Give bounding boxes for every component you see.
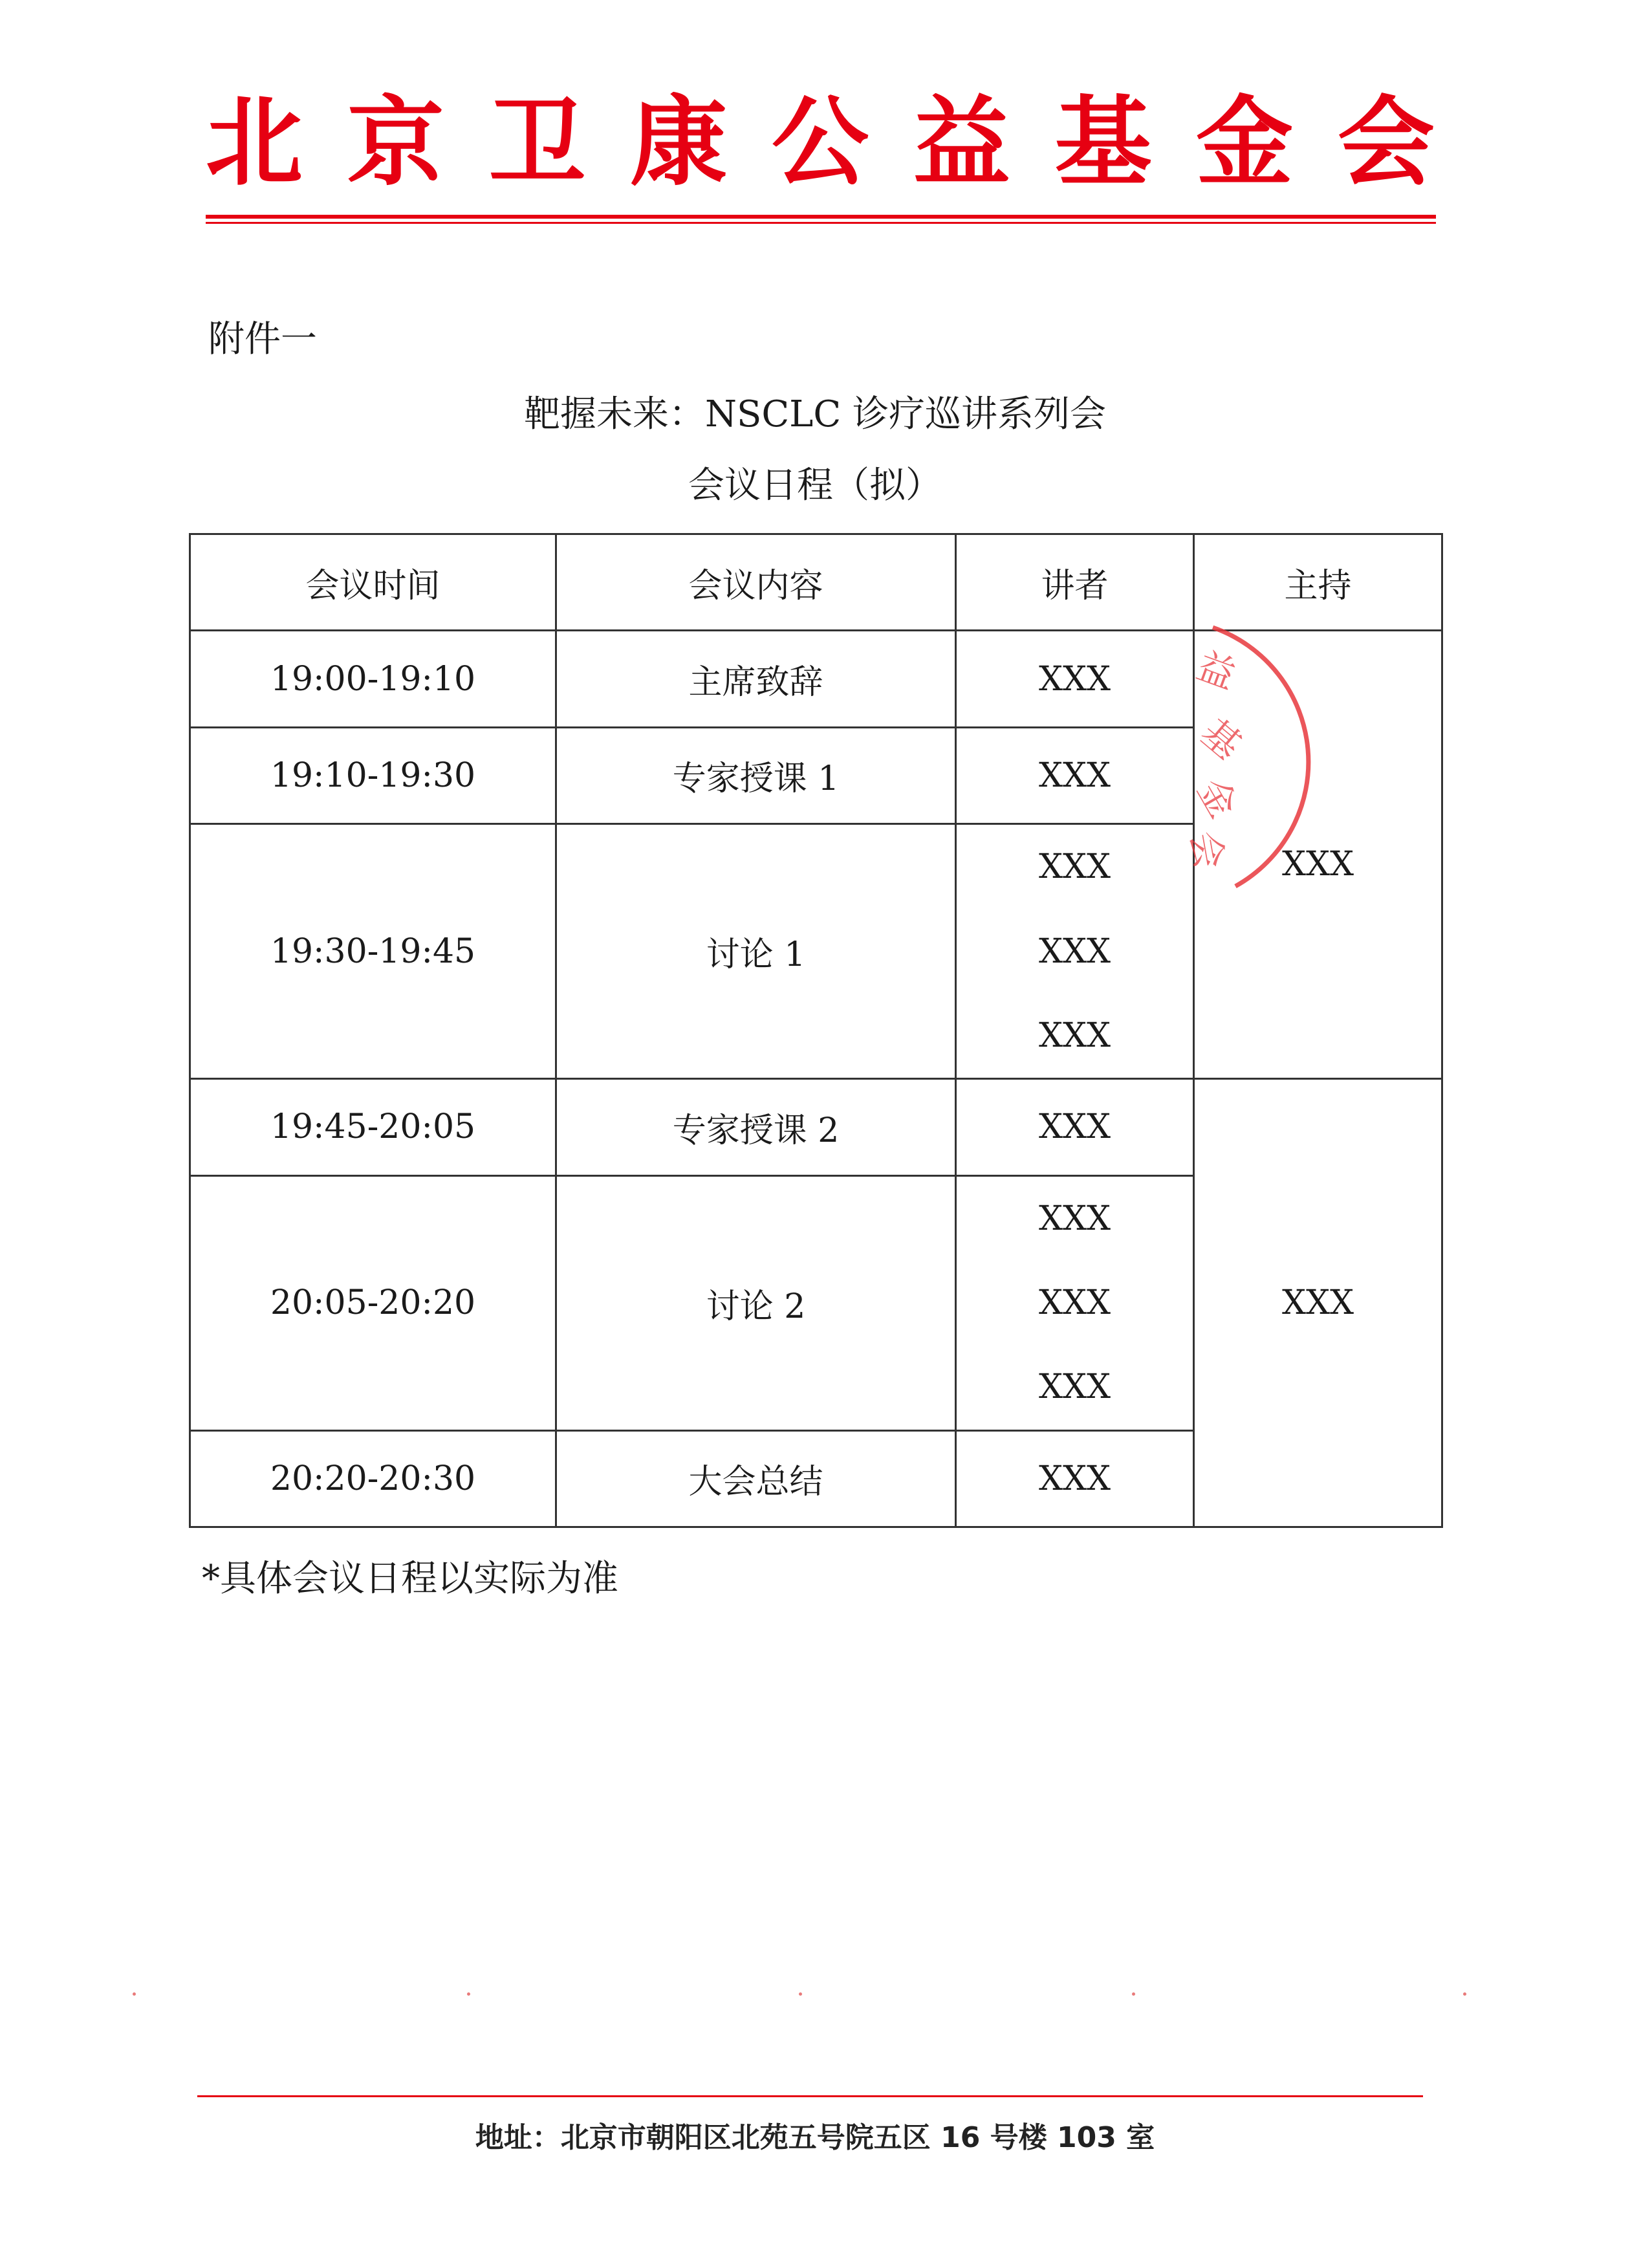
schedule-note: *具体会议日程以实际为准: [202, 1558, 618, 1600]
svg-text:基: 基: [1192, 710, 1250, 769]
letterhead-char: 卫: [488, 85, 586, 199]
row-speaker: XXX: [1038, 1199, 1111, 1238]
header-host: 主持: [1194, 534, 1442, 631]
svg-text:益: 益: [1191, 643, 1242, 698]
row-speaker: XXX: [1038, 847, 1111, 887]
footer-address: 地址：北京市朝阳区北苑五号院五区 16 号楼 103 室: [475, 2121, 1155, 2154]
letterhead-char: 基: [1054, 85, 1152, 199]
row-speaker: XXX: [1038, 1368, 1111, 1407]
row-time: 19:10-19:30: [190, 727, 556, 823]
row-speakers: [956, 824, 1194, 1079]
letterhead-char: 京: [347, 85, 444, 199]
row-speaker: XXX: [956, 1079, 1194, 1175]
schedule-table: [189, 533, 1443, 1528]
row-speakers: [956, 1175, 1194, 1430]
svg-text:会: 会: [1182, 827, 1232, 873]
row-time: 20:20-20:30: [190, 1430, 556, 1527]
letterhead-char: 公: [771, 85, 869, 199]
row-content: 大会总结: [556, 1430, 956, 1527]
row-content: 专家授课 2: [556, 1079, 956, 1175]
scan-speck: [133, 1992, 136, 1996]
row-speaker: XXX: [956, 727, 1194, 823]
scan-speck: [1132, 1992, 1135, 1996]
letterhead: [206, 87, 1435, 197]
header-speaker: 讲者: [956, 534, 1194, 631]
table-row: [190, 631, 1442, 727]
table-row: [190, 1079, 1442, 1175]
document-subtitle: 会议日程（拟）: [688, 464, 942, 507]
row-speaker: XXX: [1038, 932, 1111, 971]
host-cell: XXX: [1194, 1079, 1442, 1527]
row-time: 19:45-20:05: [190, 1079, 556, 1175]
table-header-row: [190, 534, 1442, 631]
letterhead-char: 北: [206, 85, 303, 199]
document-title: 靶握未来：NSCLC 诊疗巡讲系列会: [523, 393, 1107, 435]
scan-speck: [799, 1992, 802, 1996]
footer-rule: [197, 2095, 1423, 2097]
header-time: 会议时间: [190, 534, 556, 631]
row-speaker: XXX: [956, 1430, 1194, 1527]
letterhead-char: 金: [1196, 85, 1294, 199]
row-speaker: XXX: [956, 631, 1194, 727]
row-content: 专家授课 1: [556, 727, 956, 823]
letterhead-rule-thin: [206, 222, 1436, 224]
row-time: 19:00-19:10: [190, 631, 556, 727]
letterhead-char: 康: [630, 85, 728, 199]
letterhead-char: 益: [913, 85, 1010, 199]
scan-speck: [467, 1992, 470, 1996]
row-speaker: XXX: [1038, 1016, 1111, 1055]
letterhead-rule-thick: [206, 215, 1436, 219]
header-content: 会议内容: [556, 534, 956, 631]
row-time: 19:30-19:45: [190, 824, 556, 1079]
attachment-label: 附件一: [208, 318, 317, 360]
scan-speck: [1463, 1992, 1466, 1996]
row-content: 讨论 2: [556, 1175, 956, 1430]
row-speaker: XXX: [1038, 1283, 1111, 1322]
letterhead-char: 会: [1337, 85, 1435, 199]
row-content: 主席致辞: [556, 631, 956, 727]
svg-text:金: 金: [1189, 770, 1246, 825]
row-content: 讨论 1: [556, 824, 956, 1079]
host-cell: XXX: [1194, 631, 1442, 1079]
row-time: 20:05-20:20: [190, 1175, 556, 1430]
